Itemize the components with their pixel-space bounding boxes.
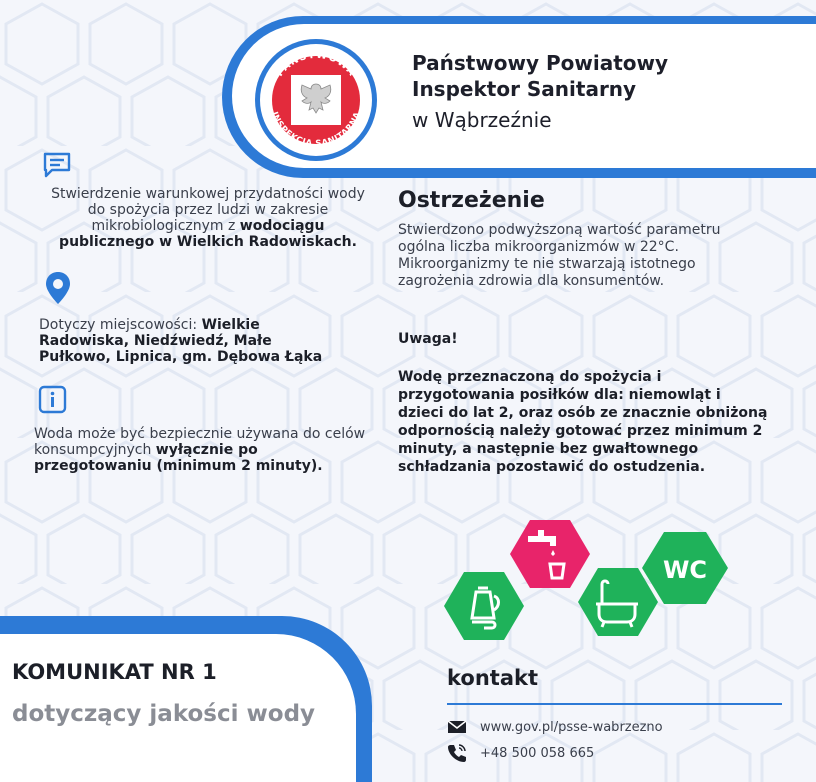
contact-divider [447,703,782,705]
inspector-title-line2: Inspektor Sanitarny [412,77,637,101]
phone-icon [447,743,467,763]
kettle-icon [444,572,524,640]
usage-text-regular: Woda może być bezpiecznie używana do celów konsumpcyjnych [34,426,366,458]
locations-list: Wielkie Radowiska, Niedźwiedź, Małe Pułkowo, Lipnica, gm. Dębowa Łąka [39,317,323,365]
warning-line1: Stwierdzono podwyższoną wartość parametru ogólna liczba mikroorganizmów w 22°C. [398,222,721,255]
contact-phone-row[interactable] [447,742,594,764]
warning-text [398,222,768,290]
attention-label: Uwaga! [398,331,458,347]
tap-icon [510,520,590,588]
info-icon [38,385,67,414]
inspector-title-line1: Państwowy Powiatowy [412,51,669,75]
chat-icon [42,151,72,179]
seal-bottom-text: INSPEKCJA SANITARNA [268,110,364,150]
boil-instructions: Wodę przeznaczoną do spożycia i przygotowania posiłków dla: niemowląt i dzieci do lat 2, oraz osób ze znacznie obniżoną odpornością należy gotować przez minimum 2 minuty, a następnie bez gwałtownego schładzania pozostawić do ostudzenia. [398,369,768,475]
assessment-text [43,186,373,250]
inspector-title [412,50,792,102]
contact-phone[interactable]: +48 500 058 665 [480,745,595,761]
seal-top-text: PAŃSTWOWA [274,49,358,79]
water-usage-icons [438,520,738,650]
komunikat-subtitle: dotyczący jakości wody [12,701,316,727]
location-pin-icon [44,270,72,306]
contact-website[interactable]: www.gov.pl/psse-wabrzezno [480,719,663,735]
locations-prefix: Dotyczy miejscowości: [39,317,202,333]
wc-icon [642,532,728,604]
usage-text [34,426,369,474]
sanitary-inspection-seal-icon [254,38,378,162]
bathtub-icon [578,568,658,636]
warning-line2: Mikroorganizmy te nie stwarzają istotnego zagrożenia zdrowia dla konsumentów. [398,256,696,289]
assessment-text-bold: wodociągu publicznego w Wielkich Radowiskach. [59,218,357,250]
locations-text [39,317,329,365]
wc-label: WC [662,556,708,584]
contact-title: kontakt [447,666,538,690]
assessment-text-regular: Stwierdzenie warunkowej przydatności wody do spożycia przez ludzi w zakresie mikrobiologicznym z [51,186,365,234]
komunikat-title: KOMUNIKAT NR 1 [12,660,217,684]
inspector-town: w Wąbrzeźnie [412,108,552,132]
contact-website-row[interactable] [447,716,663,738]
warning-title: Ostrzeżenie [398,188,545,213]
usage-text-bold: wyłącznie po przegotowaniu (minimum 2 minuty). [34,442,323,474]
envelope-icon [447,717,467,737]
